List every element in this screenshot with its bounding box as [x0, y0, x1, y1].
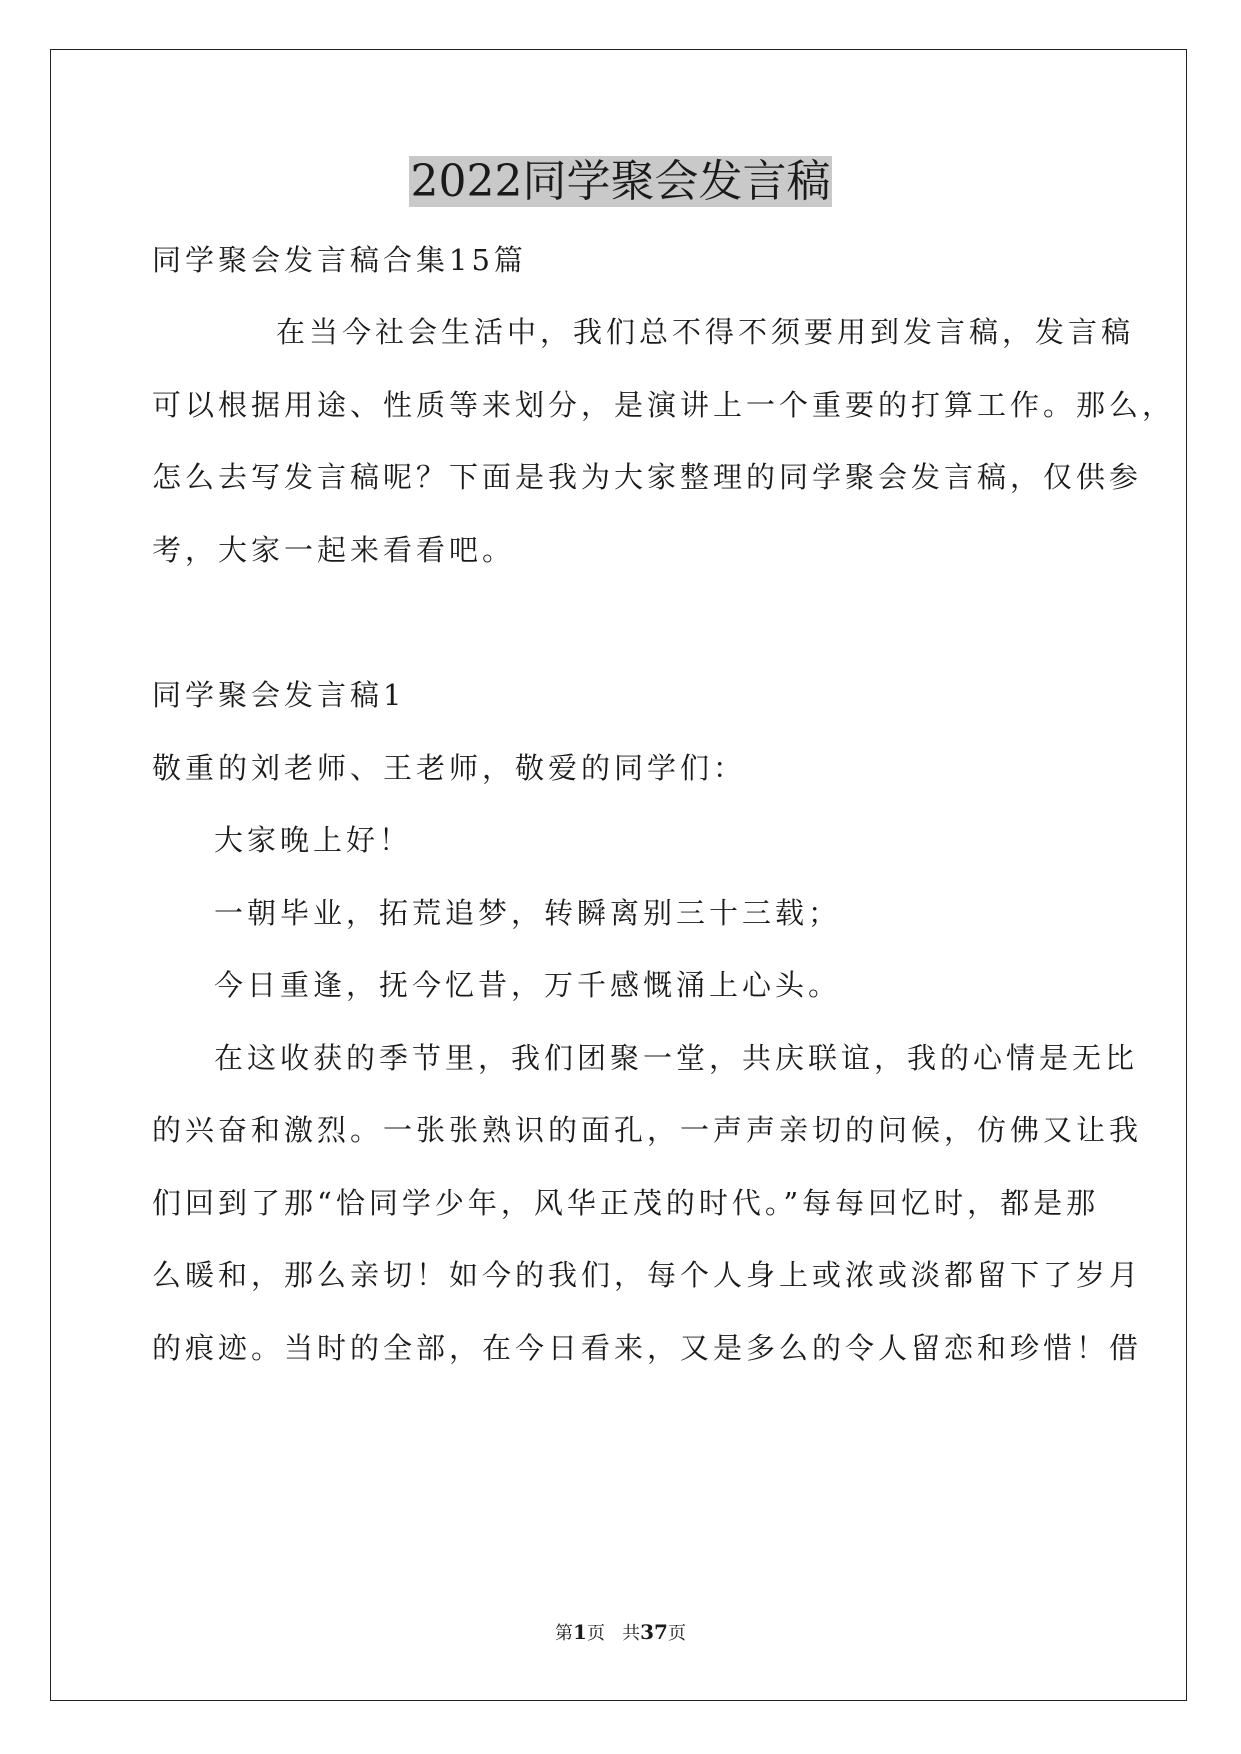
greeting-paragraph: 大家晚上好！ [214, 823, 413, 857]
page-suffix: 页 [586, 1623, 605, 1644]
document-subtitle: 同学聚会发言稿合集15篇 [152, 243, 527, 277]
body-line-3: 们回到了那“恰同学少年，风华正茂的时代。”每每回忆时，都是那 [152, 1186, 1100, 1220]
body-line-5: 的痕迹。当时的全部，在今日看来，又是多么的令人留恋和珍惜！借 [152, 1331, 1143, 1365]
total-prefix: 共 [622, 1623, 641, 1644]
page-prefix: 第 [555, 1623, 574, 1644]
body-line-4: 么暖和，那么亲切！如今的我们，每个人身上或浓或淡都留下了岁月 [152, 1258, 1143, 1292]
document-title [0, 152, 1241, 212]
total-pages: 37 [640, 1620, 668, 1644]
page-number: 1 [573, 1620, 587, 1644]
intro-line-1: 在当今社会生活中，我们总不得不须要用到发言稿，发言稿 [276, 315, 1135, 349]
page-border [50, 49, 1187, 1701]
body-line-1: 在这收获的季节里，我们团聚一堂，共庆联谊，我的心情是无比 [214, 1041, 1139, 1075]
section-heading: 同学聚会发言稿1 [152, 678, 406, 712]
body-line-2: 的兴奋和激烈。一张张熟识的面孔，一声声亲切的问候，仿佛又让我 [152, 1113, 1143, 1147]
document-title-text: 2022同学聚会发言稿 [410, 156, 831, 207]
total-suffix: 页 [667, 1623, 686, 1644]
intro-line-2: 可以根据用途、性质等来划分，是演讲上一个重要的打算工作。那么， [152, 388, 1176, 422]
short-paragraph-3: 今日重逢，抚今忆昔，万千感慨涌上心头。 [214, 968, 842, 1002]
short-paragraph-2: 一朝毕业，拓荒追梦，转瞬离别三十三载； [214, 896, 842, 930]
intro-line-3: 怎么去写发言稿呢？下面是我为大家整理的同学聚会发言稿，仅供参 [152, 460, 1143, 494]
intro-line-4: 考，大家一起来看看吧。 [152, 533, 516, 567]
salutation: 敬重的刘老师、王老师，敬爱的同学们： [152, 751, 747, 785]
page-footer [0, 1620, 1241, 1646]
